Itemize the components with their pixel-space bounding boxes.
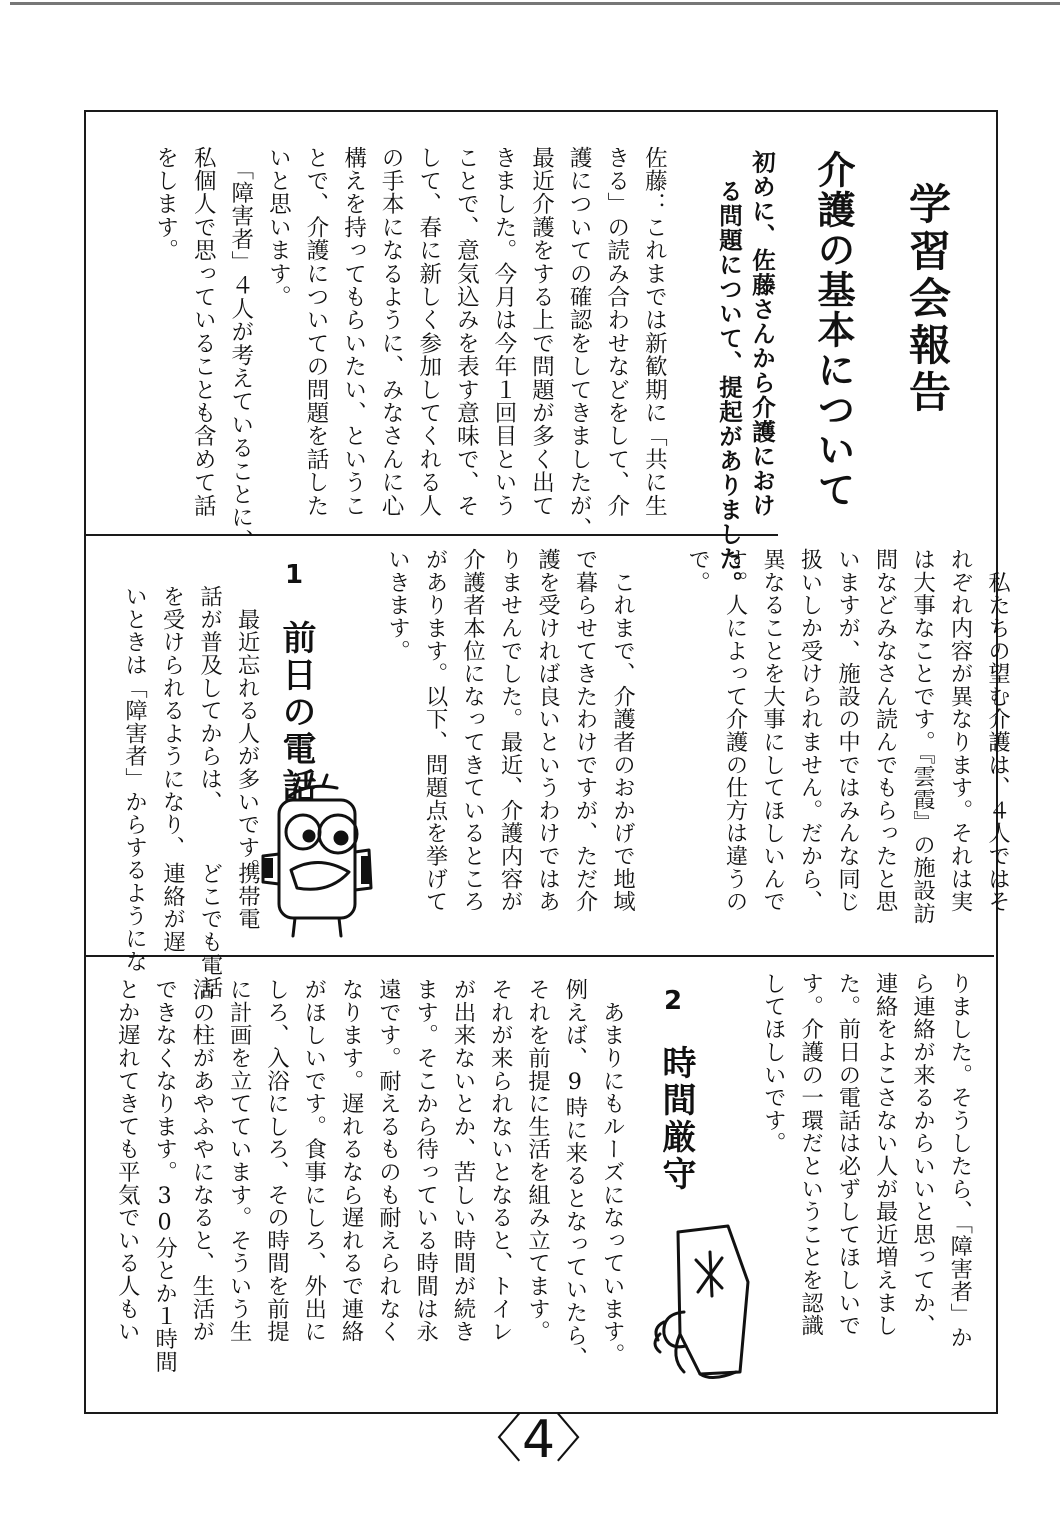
section-1-text: 最近忘れる人が多いです。 話が普及してからは、 を受けられるようになり、 いときは「障害者」からするようにな <box>121 585 260 973</box>
article-subtitle: 介護の基本について <box>811 150 855 510</box>
page-number <box>470 1410 608 1470</box>
article-lead: 初めに、佐藤さんから介護におけ る問題について、提起がありました。 <box>715 150 776 596</box>
section-2-text: あまりにもルーズになっています。 例えば、9時に来るとなっていたら、 それを前提に生活を組み立てます。 それが来られないとなると、トイレ が出来ないとか、苦しい時間が続き ます。そこから待っている時間は永 遠です。耐えるものも耐えられなく なります。遅れるなら遅れるで連絡 がほしいです。食事にしろ、外出に しろ、入浴にしろ、その時間を前提 に計画を立てています。そういう生 活の柱があやふやになると、生活が できなくなります。30分とか１時間 とか遅れてきても平気でいる人もい <box>114 978 626 1373</box>
scan-top-line <box>10 2 1060 5</box>
page-number-text: 〈4〉 <box>470 1410 608 1470</box>
article-title: 学習会報告 <box>903 182 952 417</box>
phone-cartoon-illustration <box>255 770 380 940</box>
section-1-continued-text: りました。そうしたら、「障害者」か ら連絡が来るからいいと思ってか、 連絡をよこさない人が最近増えまし た。前日の電話は必ずしてほしいで す。介護の一環だということを認識 してほしいです。 <box>760 972 973 1349</box>
section-2-title: 時間厳守 <box>656 1045 696 1193</box>
section-1-number: 1 <box>285 560 304 590</box>
section-2-number: 2 <box>664 986 683 1016</box>
intro-text: 佐藤：これまでは新歓期に「共に生 きる」の読み合わせなどをして、介 護についての確認をしてきましたが、 最近介護をする上で問題が多く出て きました。今月は今年１回目という ことで、意気込みを表す意味で、そ して、春に新しく参加してくれる人 の手本になるように、みなさんに心 構えを持ってもらいたい、というこ とで、介護についての問題を話した いと思います。 「障害者」４人が考えていることに、 私個人で思っていることも含めて話 をします。 <box>152 146 668 553</box>
section-1-text-tail: 携帯電 どこでも電話 連絡が遅 <box>159 862 261 999</box>
character-with-sign-illustration <box>640 1222 760 1382</box>
section-1-title: 前日の電話 <box>276 620 316 805</box>
middle-text: 私たちの望む介護は、４人ではそ れぞれ内容が異なります。それは実 は大事なことです。『雲霞』の施設訪 問などみなさん読んでもらったと思 いますが、施設の中ではみんな同じ 扱いしか受けられません。だから、 異なることを大事にしてほしいんで す。人によって介護の仕方は違うの で。 これまで、介護者のおかげで地域 で暮らせてきたわけですが、ただ介 護を受ければ良いというわけではあ りませんでした。最近、介護内容が 介護者本位になってきているところ があります。以下、問題点を挙げて いきます。 <box>384 548 1011 925</box>
